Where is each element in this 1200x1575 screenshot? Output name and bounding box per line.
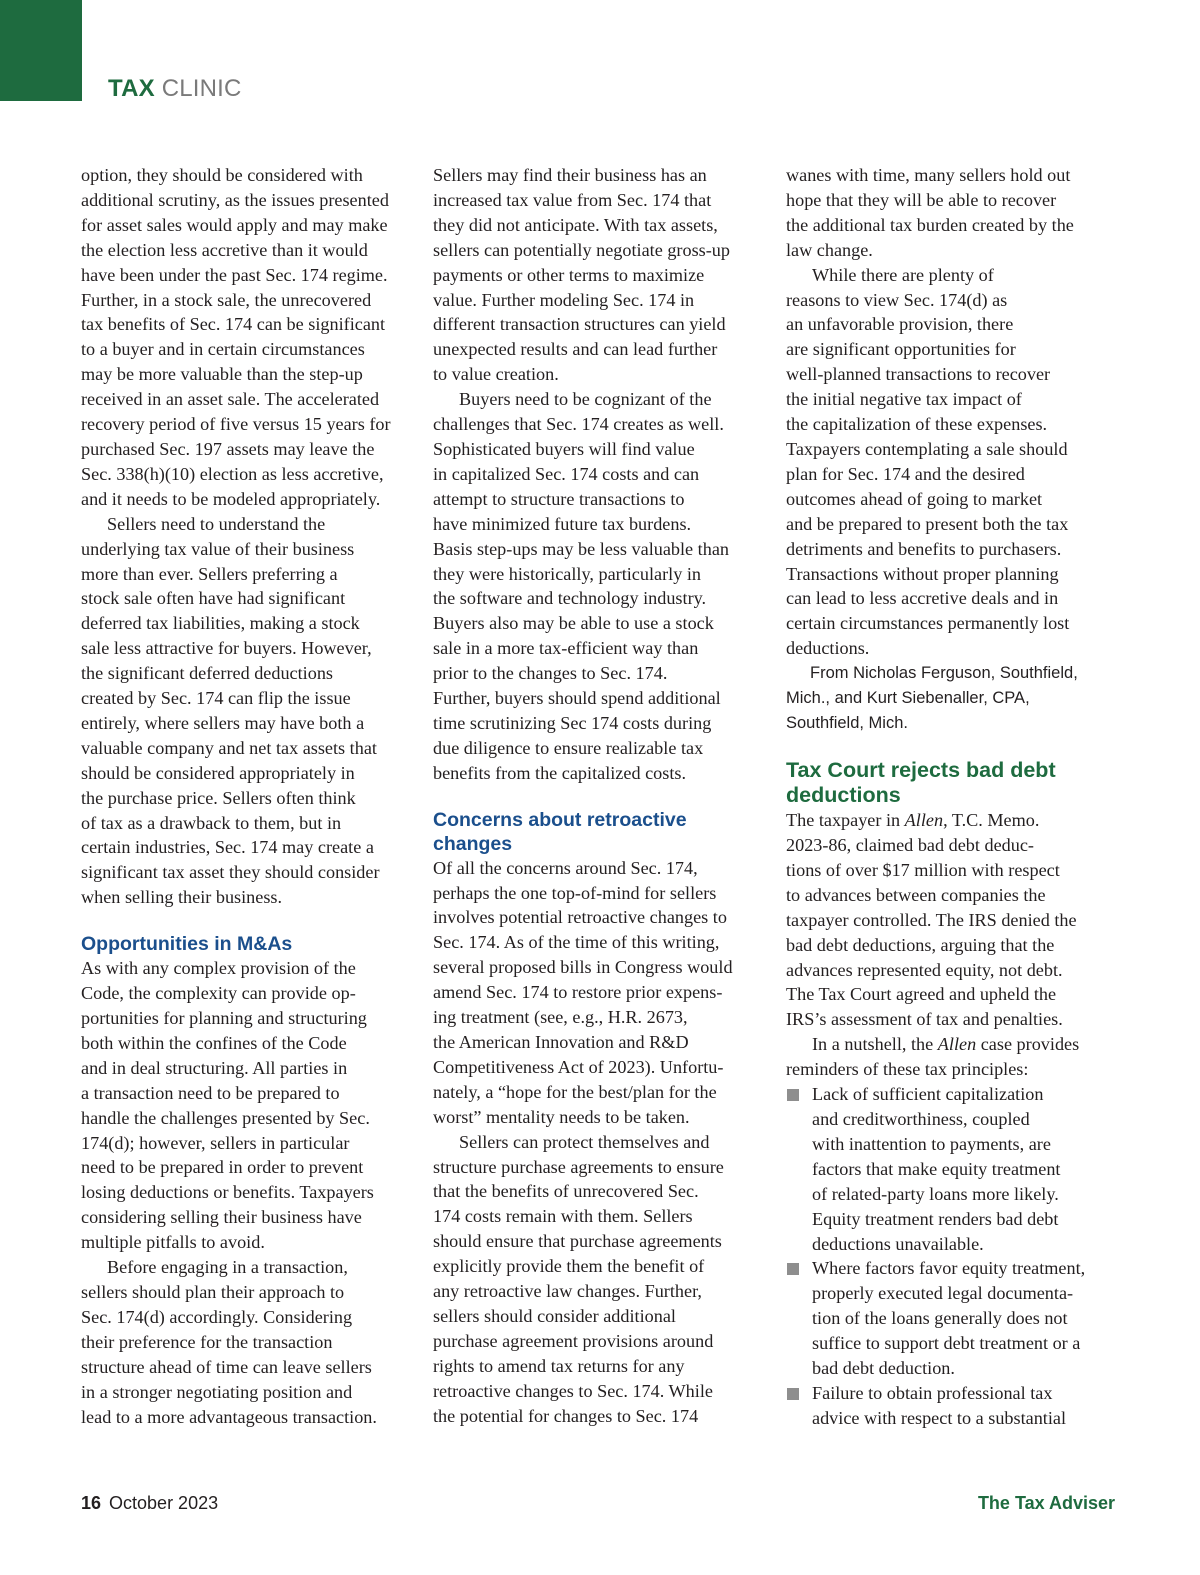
text-line: purchased Sec. 197 assets may leave the xyxy=(81,438,375,459)
text-line: suffice to support debt treatment or a xyxy=(812,1333,1081,1354)
text-line: have been under the past Sec. 174 regime. xyxy=(81,264,388,285)
col2-paragraph-1 xyxy=(433,163,764,387)
heading-line: deductions xyxy=(786,783,901,808)
text-line: well-planned transactions to recover xyxy=(786,364,1051,385)
column-1 xyxy=(81,163,411,1429)
text-line: explicitly provide them the benefit of xyxy=(433,1256,705,1277)
text-line: in capitalized Sec. 174 costs and can xyxy=(433,463,700,484)
text-line: for asset sales would apply and may make xyxy=(81,214,388,235)
text-line: involves potential retroactive changes to xyxy=(433,907,727,928)
text-line: of tax as a drawback to them, but in xyxy=(81,812,342,833)
text-line: recovery period of five versus 15 years for xyxy=(81,414,391,435)
heading-line: changes xyxy=(433,832,513,855)
text-line: Equity treatment renders bad debt xyxy=(812,1208,1059,1229)
square-bullet-icon xyxy=(787,1388,799,1400)
text-line: plan for Sec. 174 and the desired xyxy=(786,463,1025,484)
text-line: lead to a more advantageous transaction. xyxy=(81,1406,377,1427)
text-line: Where factors favor equity treatment, xyxy=(812,1258,1086,1279)
text-line: several proposed bills in Congress would xyxy=(433,957,733,978)
text-line: payments or other terms to maximize xyxy=(433,264,705,285)
text-line: Further, in a stock sale, the unrecovered xyxy=(81,289,372,310)
text-line: should be considered appropriately in xyxy=(81,762,355,783)
author-line: Southfield, Mich. xyxy=(786,714,908,733)
text-line: the capitalization of these expenses. xyxy=(786,414,1048,435)
text-line: certain circumstances permanently lost xyxy=(786,613,1070,634)
text-line: more than ever. Sellers preferring a xyxy=(81,563,338,584)
text-line: factors that make equity treatment xyxy=(812,1158,1061,1179)
text-line: IRS’s assessment of tax and penalties. xyxy=(786,1009,1063,1030)
text-line: worst” mentality needs to be taken. xyxy=(433,1106,690,1127)
text-line: taxpayer controlled. The IRS denied the xyxy=(786,909,1077,930)
author-line: Mich., and Kurt Siebenaller, CPA, xyxy=(786,689,1030,708)
text-line: purchase agreement provisions around xyxy=(433,1330,714,1351)
text-line: benefits from the capitalized costs. xyxy=(433,762,687,783)
col1-paragraph-3 xyxy=(81,956,411,1255)
case-name: Allen xyxy=(904,810,944,831)
text-line: significant tax asset they should consider xyxy=(81,862,380,883)
text-line: deductions unavailable. xyxy=(812,1233,984,1254)
list-item xyxy=(786,1381,1118,1431)
square-bullet-icon xyxy=(787,1263,799,1275)
text-line: Failure to obtain professional tax xyxy=(812,1382,1053,1403)
principles-list xyxy=(786,1082,1118,1431)
text-line: law change. xyxy=(786,239,873,260)
heading-tax-court xyxy=(786,758,1118,808)
text-line: the additional tax burden created by the xyxy=(786,214,1074,235)
column-2 xyxy=(433,163,764,1429)
text-line xyxy=(786,808,1118,833)
text-line: the software and technology industry. xyxy=(433,588,707,609)
text-line: challenges that Sec. 174 creates as well. xyxy=(433,414,724,435)
text-line: properly executed legal documenta- xyxy=(812,1283,1074,1304)
issue-date: October 2023 xyxy=(109,1493,219,1513)
text-line: the election less accretive than it would xyxy=(81,239,368,260)
text-line: 174(d); however, sellers in particular xyxy=(81,1132,350,1153)
text-line: bad debt deduction. xyxy=(812,1358,955,1379)
text-line: any retroactive law changes. Further, xyxy=(433,1281,702,1302)
text-line: Lack of sufficient capitalization xyxy=(812,1084,1044,1105)
text-run: In a nutshell, the xyxy=(812,1034,938,1055)
text-line: Transactions without proper planning xyxy=(786,563,1059,584)
text-line: Taxpayers contemplating a sale should xyxy=(786,438,1068,459)
text-line: option, they should be considered with xyxy=(81,165,363,185)
text-line: when selling their business. xyxy=(81,887,283,908)
text-line: 2023-86, claimed bad debt deduc- xyxy=(786,835,1034,856)
text-run: The taxpayer in xyxy=(786,810,905,831)
text-line: certain industries, Sec. 174 may create a xyxy=(81,837,374,858)
text-line: While there are plenty of xyxy=(812,264,994,285)
col2-paragraph-4 xyxy=(433,1130,764,1429)
text-line: their preference for the transaction xyxy=(81,1331,333,1352)
author-line: From Nicholas Ferguson, Southfield, xyxy=(810,664,1078,683)
text-line: Of all the concerns around Sec. 174, xyxy=(433,857,698,878)
col1-paragraph-1 xyxy=(81,163,411,512)
text-line: in a stronger negotiating position and xyxy=(81,1381,353,1402)
text-line: they were historically, particularly in xyxy=(433,563,701,584)
col3-paragraph-1 xyxy=(786,163,1118,263)
text-line: to value creation. xyxy=(433,364,559,385)
square-bullet-icon xyxy=(787,1089,799,1101)
text-line: valuable company and net tax assets that xyxy=(81,737,377,758)
text-line: outcomes ahead of going to market xyxy=(786,488,1043,509)
text-line: As with any complex provision of the xyxy=(81,958,356,979)
text-line: and in deal structuring. All parties in xyxy=(81,1057,348,1078)
heading-line: Concerns about retroactive xyxy=(433,808,687,831)
text-line: entirely, where sellers may have both a xyxy=(81,712,365,733)
text-line: reasons to view Sec. 174(d) as xyxy=(786,289,1008,310)
text-line: that the benefits of unrecovered Sec. xyxy=(433,1181,699,1202)
heading-retroactive-changes xyxy=(433,808,764,856)
text-line: underlying tax value of their business xyxy=(81,538,355,559)
text-line: an unfavorable provision, there xyxy=(786,314,1014,335)
text-line: increased tax value from Sec. 174 that xyxy=(433,189,712,210)
text-line: due diligence to ensure realizable tax xyxy=(433,737,704,758)
text-line: Buyers need to be cognizant of the xyxy=(459,389,712,410)
text-line: amend Sec. 174 to restore prior expens- xyxy=(433,982,723,1003)
text-line: Sec. 338(h)(10) election as less accretive, xyxy=(81,463,384,484)
text-line: Sellers need to understand the xyxy=(107,513,326,534)
text-line: a transaction need to be prepared to xyxy=(81,1082,340,1103)
col2-paragraph-3 xyxy=(433,856,764,1130)
text-line: deferred tax liabilities, making a stock xyxy=(81,613,360,634)
text-line: considering selling their business have xyxy=(81,1207,362,1228)
col1-paragraph-4 xyxy=(81,1255,411,1429)
page-number: 16 xyxy=(81,1493,102,1513)
text-line: can lead to less accretive deals and in xyxy=(786,588,1059,609)
text-line: perhaps the one top-of-mind for sellers xyxy=(433,882,717,903)
text-line: Sellers can protect themselves and xyxy=(459,1131,710,1152)
text-line: structure ahead of time can leave sellers xyxy=(81,1356,372,1377)
text-line: the significant deferred deductions xyxy=(81,663,334,684)
text-line: and creditworthiness, coupled xyxy=(812,1109,1030,1129)
text-line: 174 costs remain with them. Sellers xyxy=(433,1206,693,1227)
text-line: should ensure that purchase agreements xyxy=(433,1231,722,1252)
text-line: sellers should plan their approach to xyxy=(81,1281,345,1302)
section-label-rest: CLINIC xyxy=(161,75,242,102)
text-line: additional scrutiny, as the issues presented xyxy=(81,189,389,210)
text-line: rights to amend tax returns for any xyxy=(433,1355,685,1376)
text-line: Sec. 174. As of the time of this writing, xyxy=(433,932,720,953)
text-line: the initial negative tax impact of xyxy=(786,389,1022,410)
text-line: sellers can potentially negotiate gross-up xyxy=(433,239,730,260)
text-line: structure purchase agreements to ensure xyxy=(433,1156,724,1177)
text-line: advice with respect to a substantial xyxy=(812,1407,1067,1428)
text-line: retroactive changes to Sec. 174. While xyxy=(433,1380,713,1401)
text-line: stock sale often have had significant xyxy=(81,588,346,609)
text-line: different transaction structures can yield xyxy=(433,314,726,335)
text-line: The Tax Court agreed and upheld the xyxy=(786,984,1057,1005)
section-label-bold: TAX xyxy=(108,75,155,102)
text-run: , T.C. Memo. xyxy=(943,810,1040,831)
text-line: the purchase price. Sellers often think xyxy=(81,787,356,808)
text-line: portunities for planning and structuring xyxy=(81,1008,367,1028)
text-line: unexpected results and can lead further xyxy=(433,339,718,360)
author-credit xyxy=(786,661,1118,736)
text-line: Buyers also may be able to use a stock xyxy=(433,613,714,634)
text-line: with inattention to payments, are xyxy=(812,1133,1051,1154)
text-line: to advances between companies the xyxy=(786,884,1046,905)
section-label xyxy=(108,75,242,103)
text-line: Code, the complexity can provide op- xyxy=(81,983,356,1004)
text-line: sale in a more tax-efficient way than xyxy=(433,638,699,659)
text-line: created by Sec. 174 can flip the issue xyxy=(81,688,351,709)
text-line: need to be prepared in order to prevent xyxy=(81,1157,364,1178)
text-line: detriments and benefits to purchasers. xyxy=(786,538,1062,559)
col3-paragraph-4 xyxy=(786,1032,1118,1082)
text-line: both within the confines of the Code xyxy=(81,1032,347,1053)
heading-opportunities: Opportunities in M&As xyxy=(81,933,293,956)
text-line: and be prepared to present both the tax xyxy=(786,513,1069,534)
text-line: the American Innovation and R&D xyxy=(433,1032,689,1052)
text-line: ing treatment (see, e.g., H.R. 2673, xyxy=(433,1007,688,1028)
col3-paragraph-3 xyxy=(786,808,1118,1032)
text-line: tax benefits of Sec. 174 can be significant xyxy=(81,314,386,335)
text-line xyxy=(786,1032,1118,1057)
text-line: Before engaging in a transaction, xyxy=(107,1257,348,1278)
text-line: received in an asset sale. The accelerated xyxy=(81,389,380,410)
col1-paragraph-2 xyxy=(81,512,411,911)
publication-name: The Tax Adviser xyxy=(977,1493,1115,1513)
column-3 xyxy=(786,163,1118,1431)
list-item xyxy=(786,1082,1118,1256)
text-line: sale less attractive for buyers. However, xyxy=(81,638,372,659)
text-line: the potential for changes to Sec. 174 xyxy=(433,1405,699,1426)
text-line: nately, a “hope for the best/plan for the xyxy=(433,1081,717,1102)
text-line: they did not anticipate. With tax assets, xyxy=(433,214,718,235)
text-line: reminders of these tax principles: xyxy=(786,1059,1029,1080)
text-line: prior to the changes to Sec. 174. xyxy=(433,663,668,684)
text-line: Sec. 174(d) accordingly. Considering xyxy=(81,1306,353,1327)
text-line: Sellers may find their business has an xyxy=(433,165,707,185)
text-line: multiple pitfalls to avoid. xyxy=(81,1232,265,1253)
text-run: case provides xyxy=(976,1034,1080,1055)
text-line: wanes with time, many sellers hold out xyxy=(786,165,1071,185)
text-line: and it needs to be modeled appropriately. xyxy=(81,488,381,509)
text-line: time scrutinizing Sec 174 costs during xyxy=(433,712,712,733)
case-name: Allen xyxy=(937,1034,977,1055)
text-line: advances represented equity, not debt. xyxy=(786,959,1063,980)
text-line: handle the challenges presented by Sec. xyxy=(81,1107,370,1128)
text-line: deductions. xyxy=(786,638,870,659)
col3-paragraph-2 xyxy=(786,263,1118,662)
text-line: are significant opportunities for xyxy=(786,339,1016,360)
text-line: Competitiveness Act of 2023). Unfortu- xyxy=(433,1056,724,1077)
text-line: may be more valuable than the step-up xyxy=(81,364,363,385)
text-line: value. Further modeling Sec. 174 in xyxy=(433,289,695,310)
text-line: have minimized future tax burdens. xyxy=(433,513,692,534)
text-line: tions of over $17 million with respect xyxy=(786,859,1060,880)
col2-paragraph-2 xyxy=(433,387,764,786)
text-line: hope that they will be able to recover xyxy=(786,189,1057,210)
text-line: tion of the loans generally does not xyxy=(812,1308,1068,1329)
heading-line: Tax Court rejects bad debt xyxy=(786,758,1056,783)
text-line: Sophisticated buyers will find value xyxy=(433,438,695,459)
text-line: attempt to structure transactions to xyxy=(433,488,685,509)
footer-page-info xyxy=(81,1493,218,1514)
text-line: to a buyer and in certain circumstances xyxy=(81,339,365,360)
text-line: Further, buyers should spend additional xyxy=(433,688,721,709)
text-line: sellers should consider additional xyxy=(433,1305,676,1326)
text-line: bad debt deductions, arguing that the xyxy=(786,934,1055,955)
text-line: losing deductions or benefits. Taxpayers xyxy=(81,1182,374,1203)
section-color-tab xyxy=(0,0,82,101)
text-line: of related-party loans more likely. xyxy=(812,1183,1059,1204)
list-item xyxy=(786,1256,1118,1381)
text-line: Basis step-ups may be less valuable than xyxy=(433,538,729,559)
